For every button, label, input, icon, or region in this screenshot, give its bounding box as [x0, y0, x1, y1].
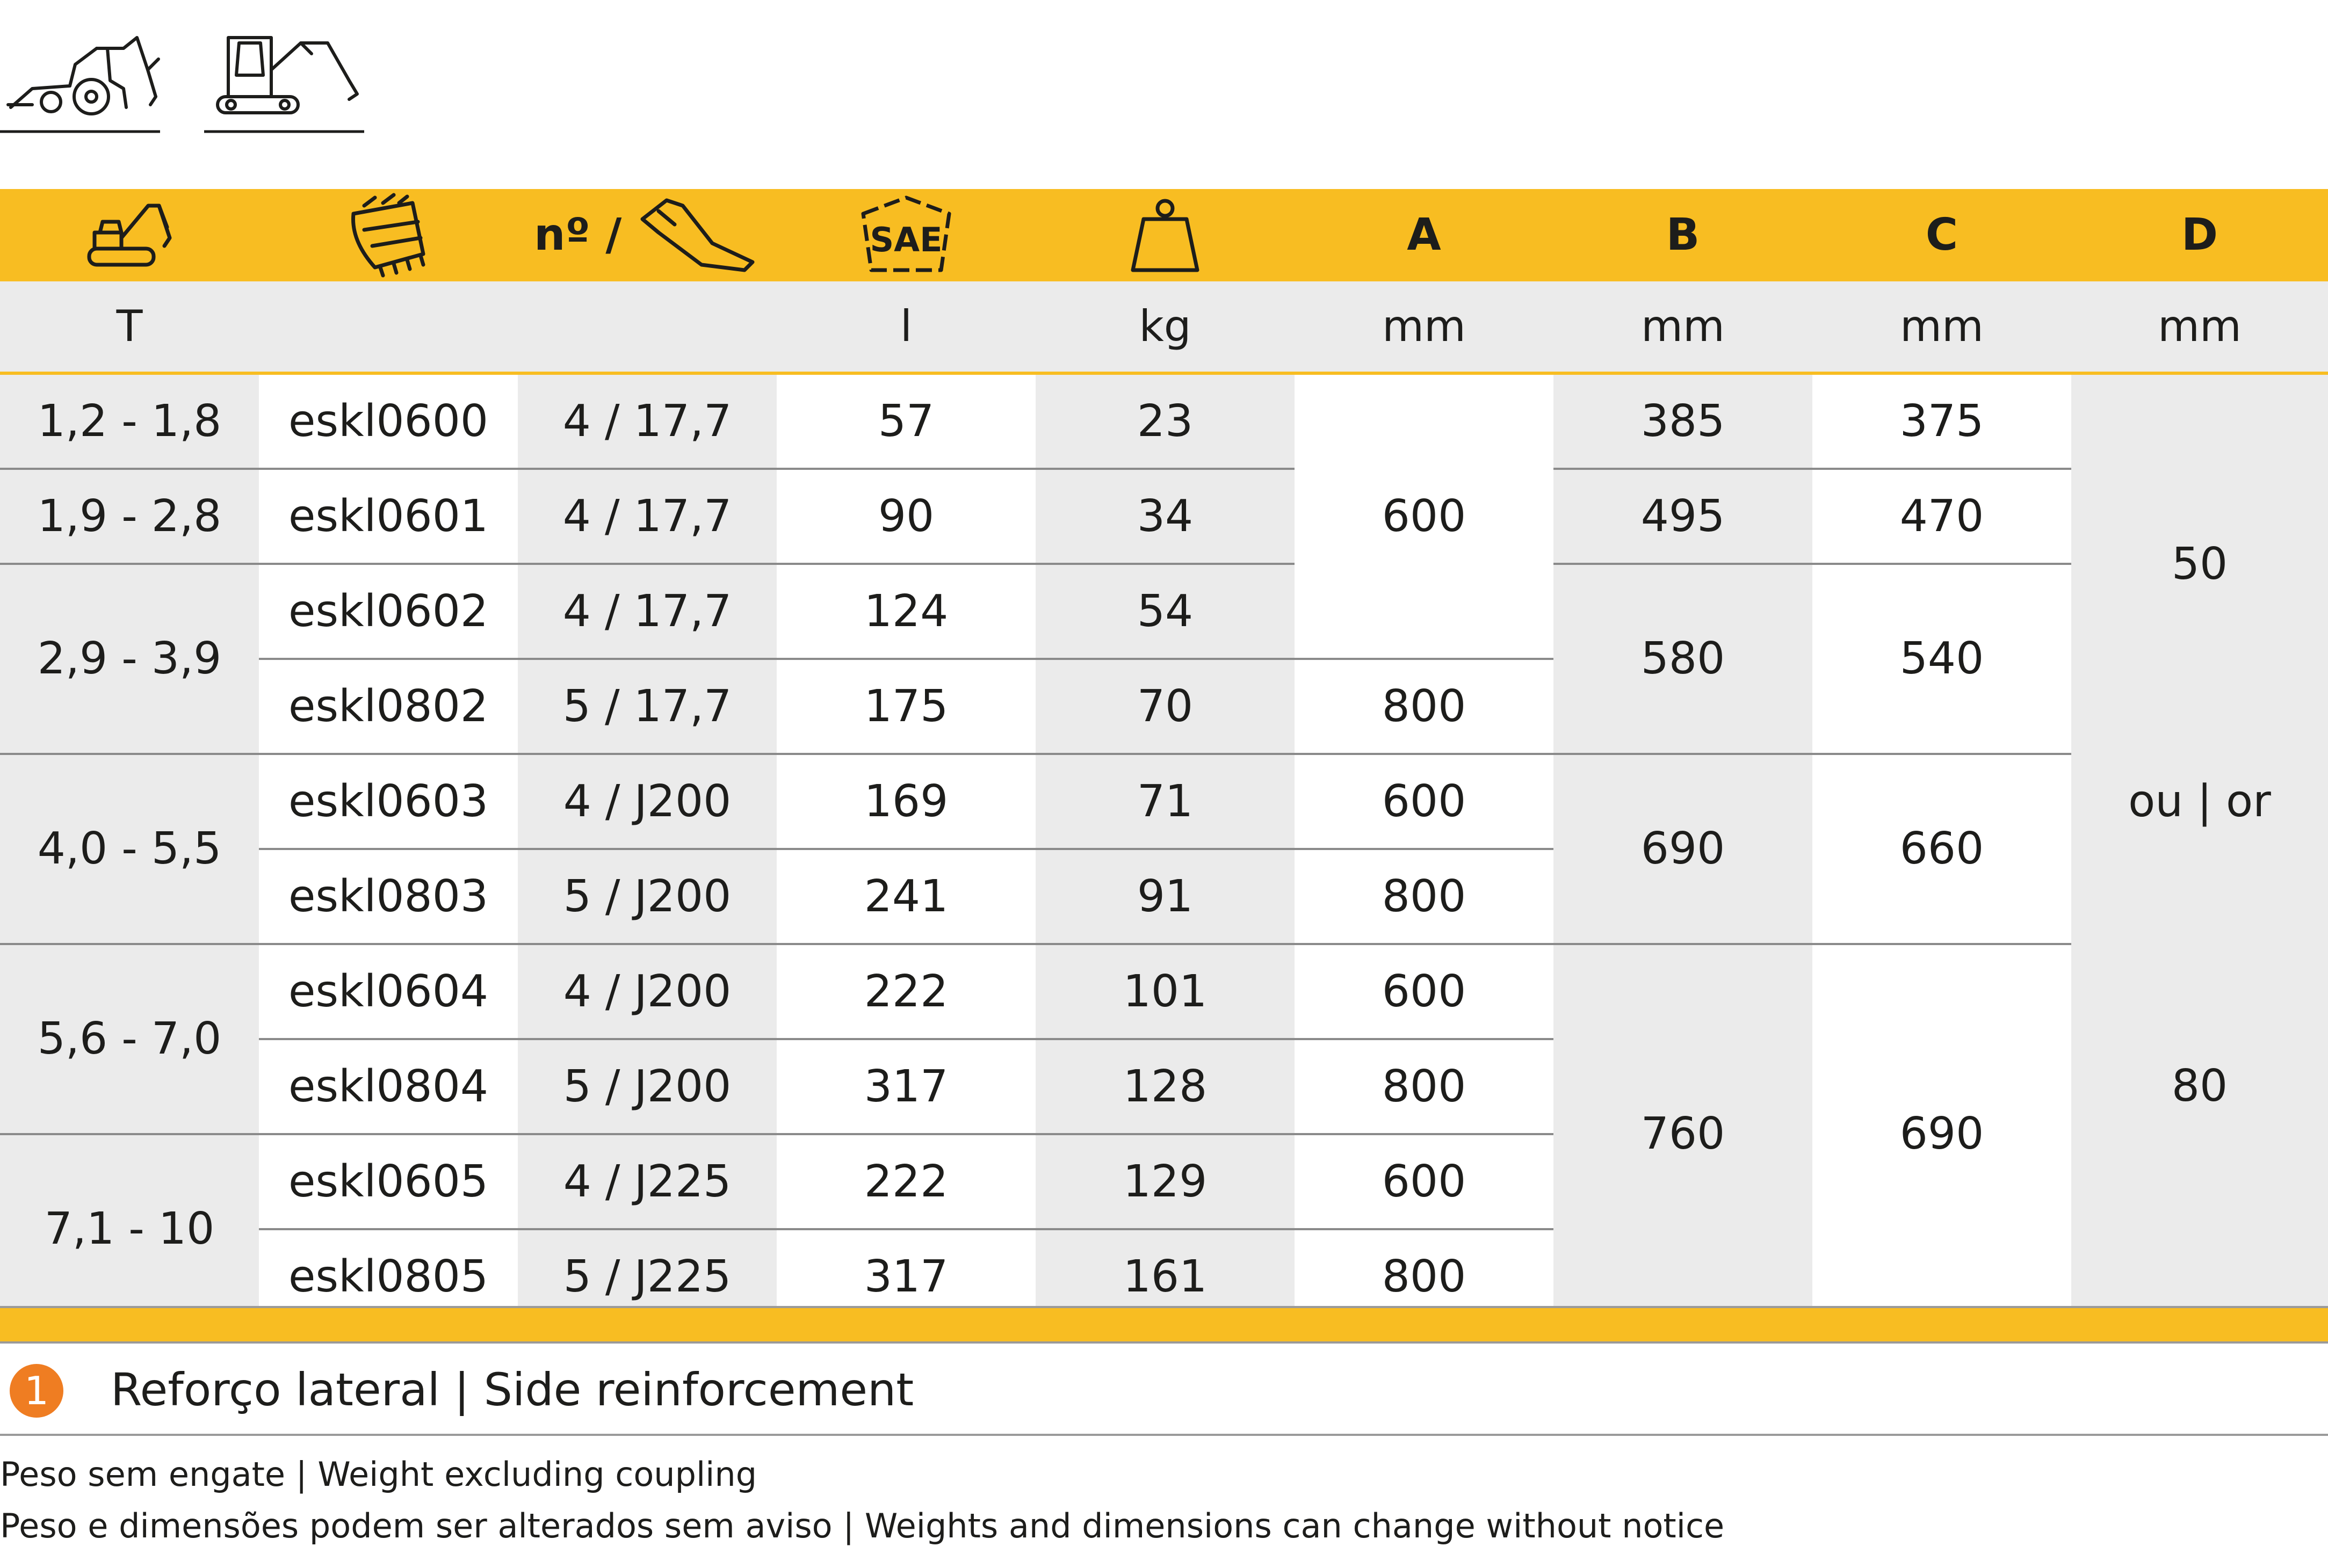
table-bottom-bar — [0, 1306, 2328, 1344]
c-cell: 470 — [1812, 469, 2071, 564]
header-c: C — [1812, 189, 2071, 281]
weight-icon — [1127, 195, 1203, 275]
note-divider — [0, 1434, 2328, 1436]
machine-cell: 7,1 - 10 — [0, 1134, 259, 1323]
note-number-badge: 1 — [10, 1364, 63, 1418]
b-cell: 760 — [1553, 944, 1812, 1323]
teeth-cell: 5 / 17,7 — [518, 659, 777, 754]
b-cell: 385 — [1553, 373, 1812, 469]
teeth-cell: 4 / 17,7 — [518, 564, 777, 659]
header-volume — [777, 189, 1036, 281]
volume-cell: 317 — [777, 1229, 1036, 1323]
header-machine — [0, 189, 259, 281]
table-row — [0, 754, 2328, 849]
unit-c: mm — [1812, 281, 2071, 373]
header-teeth — [518, 189, 777, 281]
b-cell: 495 — [1553, 469, 1812, 564]
a-cell: 800 — [1295, 659, 1553, 754]
code-cell: eskl0802 — [259, 659, 518, 754]
excavator-icon — [78, 195, 180, 275]
volume-cell: 90 — [777, 469, 1036, 564]
d-cell: 50 — [2071, 373, 2328, 754]
code-cell: eskl0605 — [259, 1134, 518, 1229]
a-cell: 600 — [1295, 373, 1553, 659]
machine-cell: 1,9 - 2,8 — [0, 469, 259, 564]
teeth-cell: 4 / J225 — [518, 1134, 777, 1229]
table-row — [0, 373, 2328, 469]
weight-cell: 91 — [1036, 849, 1295, 944]
volume-cell: 317 — [777, 1039, 1036, 1134]
unit-a: mm — [1295, 281, 1553, 373]
weight-cell: 23 — [1036, 373, 1295, 469]
sae-label: SAE — [870, 220, 943, 259]
a-cell: 800 — [1295, 1229, 1553, 1323]
weight-cell: 70 — [1036, 659, 1295, 754]
code-cell: eskl0804 — [259, 1039, 518, 1134]
d-cell: ou | or — [2071, 754, 2328, 849]
code-cell: eskl0805 — [259, 1229, 518, 1323]
note-text: Reforço lateral | Side reinforcement — [111, 1363, 914, 1416]
unit-volume: l — [777, 281, 1036, 373]
weight-cell: 128 — [1036, 1039, 1295, 1134]
volume-cell: 241 — [777, 849, 1036, 944]
volume-cell: 124 — [777, 564, 1036, 659]
header-unit-row — [0, 281, 2328, 373]
machine-cell: 1,2 - 1,8 — [0, 373, 259, 469]
mini-excavator-icon — [218, 38, 357, 113]
tooth-icon — [637, 195, 761, 275]
weight-cell: 129 — [1036, 1134, 1295, 1229]
teeth-cell: 5 / J200 — [518, 849, 777, 944]
volume-cell: 222 — [777, 944, 1036, 1039]
volume-cell: 175 — [777, 659, 1036, 754]
code-cell: eskl0603 — [259, 754, 518, 849]
weight-cell: 71 — [1036, 754, 1295, 849]
volume-cell: 222 — [777, 1134, 1036, 1229]
bucket-spec-table — [0, 189, 2328, 1323]
header-weight — [1036, 189, 1295, 281]
a-cell: 800 — [1295, 1039, 1553, 1134]
teeth-cell: 5 / J225 — [518, 1229, 777, 1323]
weight-cell: 161 — [1036, 1229, 1295, 1323]
b-cell: 690 — [1553, 754, 1812, 944]
code-cell: eskl0601 — [259, 469, 518, 564]
c-cell: 660 — [1812, 754, 2071, 944]
footnote-weight: Peso sem engate | Weight excluding coupling — [0, 1455, 757, 1494]
header-icon-row — [0, 189, 2328, 281]
header-d: D — [2071, 189, 2328, 281]
unit-b: mm — [1553, 281, 1812, 373]
unit-d: mm — [2071, 281, 2328, 373]
a-cell: 600 — [1295, 1134, 1553, 1229]
weight-cell: 101 — [1036, 944, 1295, 1039]
header-bucket — [259, 189, 518, 281]
c-cell: 540 — [1812, 564, 2071, 754]
weight-cell: 34 — [1036, 469, 1295, 564]
teeth-cell: 4 / 17,7 — [518, 469, 777, 564]
backhoe-loader-icon — [8, 38, 158, 114]
c-cell: 375 — [1812, 373, 2071, 469]
table-row — [0, 944, 2328, 1039]
teeth-cell: 4 / 17,7 — [518, 373, 777, 469]
machine-cell: 5,6 - 7,0 — [0, 944, 259, 1134]
unit-teeth — [518, 281, 777, 373]
volume-cell: 169 — [777, 754, 1036, 849]
d-cell: 80 — [2071, 849, 2328, 1323]
unit-code — [259, 281, 518, 373]
header-a: A — [1295, 189, 1553, 281]
bucket-icon — [343, 192, 434, 278]
a-cell: 800 — [1295, 849, 1553, 944]
teeth-cell: 5 / J200 — [518, 1039, 777, 1134]
machine-type-icons — [0, 0, 376, 140]
table-row — [0, 564, 2328, 659]
unit-machine: T — [0, 281, 259, 373]
teeth-cell: 4 / J200 — [518, 754, 777, 849]
sae-icon — [855, 195, 957, 275]
weight-cell: 54 — [1036, 564, 1295, 659]
a-cell: 600 — [1295, 754, 1553, 849]
teeth-cell: 4 / J200 — [518, 944, 777, 1039]
volume-cell: 57 — [777, 373, 1036, 469]
footnote-disclaimer: Peso e dimensões podem ser alterados sem aviso | Weights and dimensions can change without notice — [0, 1506, 1725, 1545]
code-cell: eskl0600 — [259, 373, 518, 469]
code-cell: eskl0602 — [259, 564, 518, 659]
code-cell: eskl0604 — [259, 944, 518, 1039]
teeth-label: nº / — [534, 209, 622, 260]
machine-cell: 4,0 - 5,5 — [0, 754, 259, 944]
c-cell: 690 — [1812, 944, 2071, 1323]
a-cell: 600 — [1295, 944, 1553, 1039]
unit-weight: kg — [1036, 281, 1295, 373]
code-cell: eskl0803 — [259, 849, 518, 944]
table-row — [0, 469, 2328, 564]
machine-cell: 2,9 - 3,9 — [0, 564, 259, 754]
b-cell: 580 — [1553, 564, 1812, 754]
header-b: B — [1553, 189, 1812, 281]
